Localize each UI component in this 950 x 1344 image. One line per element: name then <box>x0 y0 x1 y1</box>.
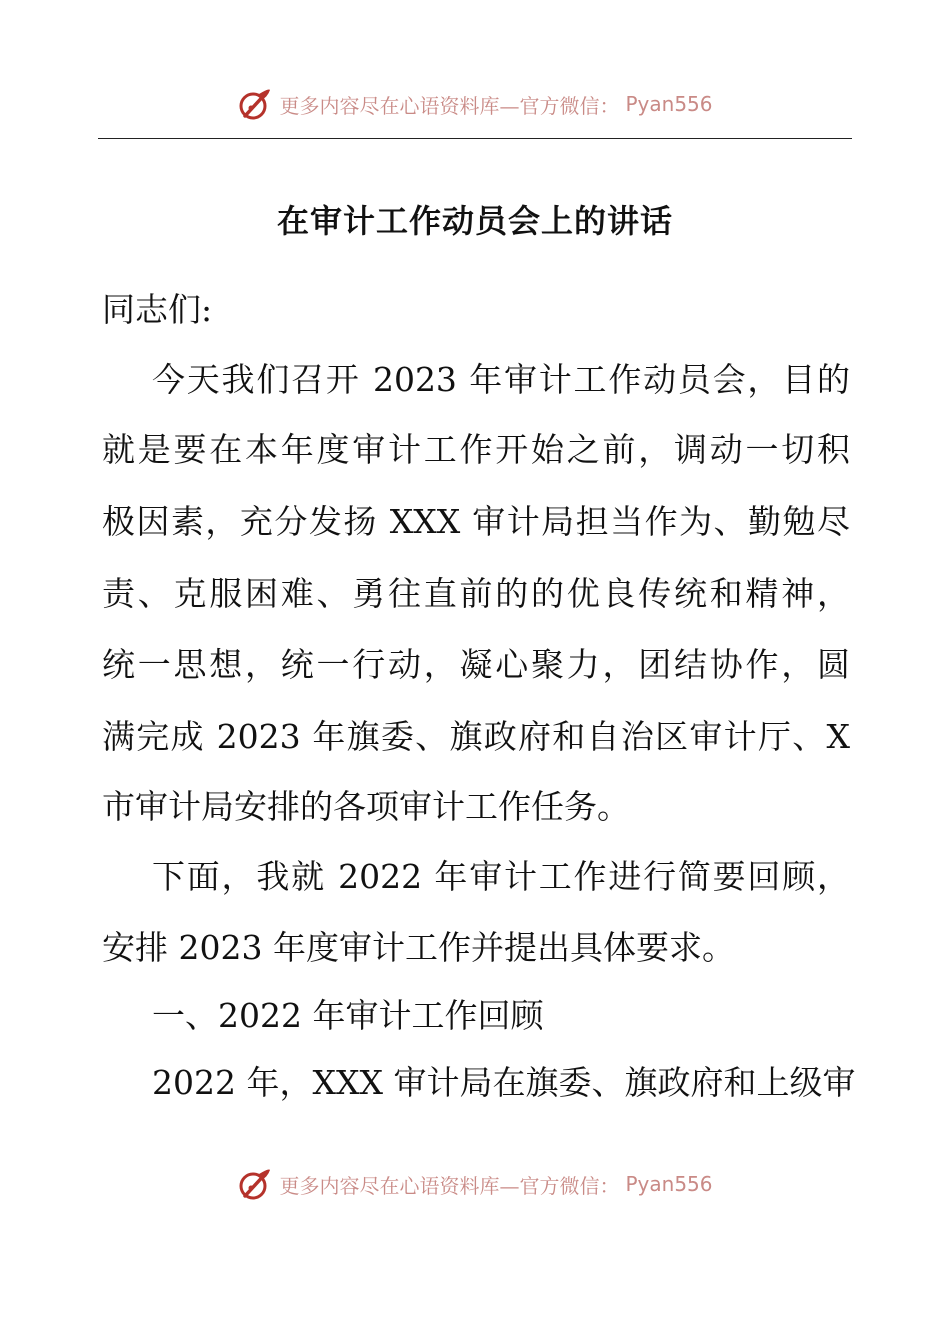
quill-circle-icon <box>237 1166 273 1202</box>
watermark-text: 更多内容尽在心语资料库—官方微信： <box>279 1173 620 1198</box>
body-line: 责、克服困难、勇往直前的的优良传统和精神， <box>102 574 850 613</box>
salutation: 同志们: <box>102 290 213 329</box>
header-watermark <box>0 84 950 124</box>
quill-circle-icon <box>237 86 273 122</box>
body-line: 统一思想，统一行动，凝心聚力，团结协作，圆 <box>102 645 850 684</box>
header-rule <box>98 138 852 139</box>
watermark-contact: Pyan556 <box>625 92 713 116</box>
body-line: 2022 年，XXX 审计局在旗委、旗政府和上级审 <box>152 1063 856 1102</box>
body-line: 今天我们召开 2023 年审计工作动员会，目的 <box>152 360 850 399</box>
body-line: 满完成 2023 年旗委、旗政府和自治区审计厅、X <box>102 717 850 756</box>
body-line: 极因素，充分发扬 XXX 审计局担当作为、勤勉尽 <box>102 502 850 541</box>
watermark-text: 更多内容尽在心语资料库—官方微信： <box>279 93 620 118</box>
body-line: 安排 2023 年度审计工作并提出具体要求。 <box>102 928 735 967</box>
watermark-contact: Pyan556 <box>625 1172 713 1196</box>
body-line: 下面，我就 2022 年审计工作进行简要回顾， <box>152 857 850 896</box>
body-line: 就是要在本年度审计工作开始之前，调动一切积 <box>102 430 850 469</box>
section-heading: 一、2022 年审计工作回顾 <box>152 996 544 1035</box>
document-title: 在审计工作动员会上的讲话 <box>276 202 673 240</box>
footer-watermark <box>0 1164 950 1204</box>
body-line: 市审计局安排的各项审计工作任务。 <box>102 787 630 826</box>
